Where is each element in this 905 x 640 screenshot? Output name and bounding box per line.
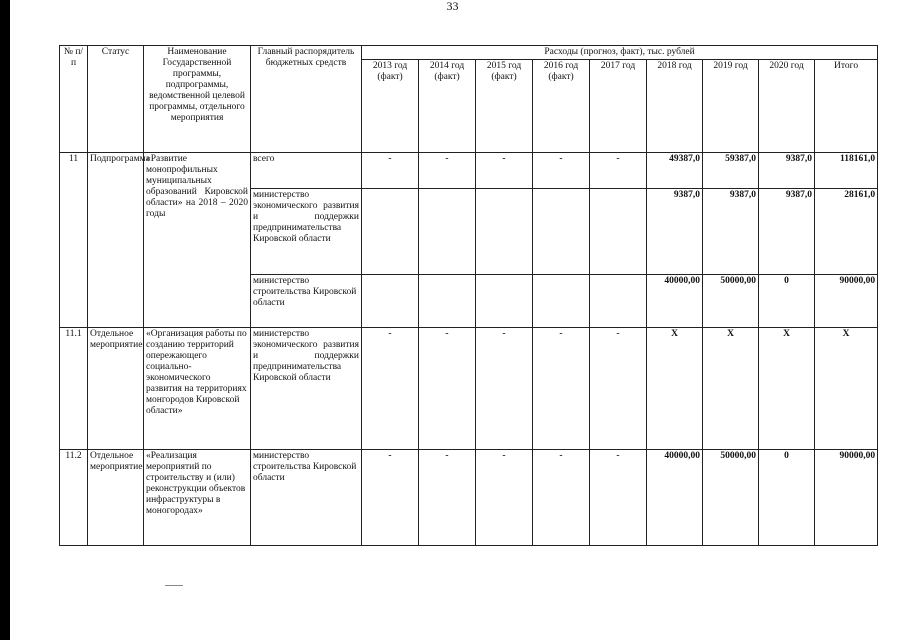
value-2016: - bbox=[533, 153, 590, 189]
value-2016 bbox=[533, 275, 590, 328]
row-number: 11.2 bbox=[60, 450, 88, 546]
header-name: Наименование Государственной программы, подпрограммы, ведомственной целевой программы, отдельного мероприятия bbox=[144, 46, 251, 153]
row-manager: министерство строительства Кировской области bbox=[251, 450, 362, 546]
row-manager: всего bbox=[251, 153, 362, 189]
header-expenses: Расходы (прогноз, факт), тыс. рублей bbox=[362, 46, 878, 60]
value-2019: 9387,0 bbox=[703, 189, 759, 275]
value-2016: - bbox=[533, 450, 590, 546]
value-total: X bbox=[815, 328, 878, 450]
value-2014: - bbox=[419, 328, 476, 450]
header-year-2019: 2019 год bbox=[703, 60, 759, 153]
value-2013 bbox=[362, 189, 419, 275]
row-status: Отдельное мероприятие bbox=[88, 450, 144, 546]
table-row bbox=[60, 328, 878, 450]
value-2020: 9387,0 bbox=[759, 153, 815, 189]
row-number: 11.1 bbox=[60, 328, 88, 450]
value-2017 bbox=[590, 189, 647, 275]
header-manager: Главный распорядитель бюджетных средств bbox=[251, 46, 362, 153]
budget-table bbox=[59, 45, 878, 546]
value-2019: 50000,00 bbox=[703, 450, 759, 546]
row-name: «Организация работы по созданию территорий опережающего социально-экономического развития на территориях монгородов Кировской области» bbox=[144, 328, 251, 450]
page-number: 33 bbox=[446, 0, 459, 13]
header-total: Итого bbox=[815, 60, 878, 153]
header-no: № п/п bbox=[60, 46, 88, 153]
value-2015 bbox=[476, 189, 533, 275]
value-2018: 40000,00 bbox=[647, 275, 703, 328]
value-2017 bbox=[590, 275, 647, 328]
scan-mark bbox=[165, 585, 183, 586]
header-year-2020: 2020 год bbox=[759, 60, 815, 153]
row-status: Отдельное мероприятие bbox=[88, 328, 144, 450]
value-2014 bbox=[419, 275, 476, 328]
header-year-2017: 2017 год bbox=[590, 60, 647, 153]
header-year-2015: 2015 год (факт) bbox=[476, 60, 533, 153]
value-total: 28161,0 bbox=[815, 189, 878, 275]
value-2016: - bbox=[533, 328, 590, 450]
value-2019: 59387,0 bbox=[703, 153, 759, 189]
value-2015 bbox=[476, 275, 533, 328]
value-2013: - bbox=[362, 450, 419, 546]
value-2013: - bbox=[362, 328, 419, 450]
value-2014 bbox=[419, 189, 476, 275]
value-2020: 0 bbox=[759, 275, 815, 328]
value-total: 90000,00 bbox=[815, 275, 878, 328]
header-year-2016: 2016 год (факт) bbox=[533, 60, 590, 153]
value-total: 90000,00 bbox=[815, 450, 878, 546]
scan-edge-bar bbox=[0, 0, 10, 640]
value-2018: 40000,00 bbox=[647, 450, 703, 546]
header-year-2018: 2018 год bbox=[647, 60, 703, 153]
table-row bbox=[60, 450, 878, 546]
value-2019: X bbox=[703, 328, 759, 450]
row-status: Подпрограмма bbox=[88, 153, 144, 328]
value-2017: - bbox=[590, 450, 647, 546]
value-2014: - bbox=[419, 153, 476, 189]
value-2015: - bbox=[476, 153, 533, 189]
row-name: «Развитие монопрофильных муниципальных образований Кировской области» на 2018 – 2020 годы bbox=[144, 153, 251, 328]
value-2020: 0 bbox=[759, 450, 815, 546]
row-number: 11 bbox=[60, 153, 88, 328]
table-header-row bbox=[60, 46, 878, 60]
header-year-2013: 2013 год (факт) bbox=[362, 60, 419, 153]
value-2013 bbox=[362, 275, 419, 328]
value-2017: - bbox=[590, 328, 647, 450]
value-2020: 9387,0 bbox=[759, 189, 815, 275]
value-2015: - bbox=[476, 450, 533, 546]
value-2019: 50000,00 bbox=[703, 275, 759, 328]
table-row bbox=[60, 153, 878, 189]
value-total: 118161,0 bbox=[815, 153, 878, 189]
row-name: «Реализация мероприятий по строительству и (или) реконструкции объектов инфраструктуры в моногородах» bbox=[144, 450, 251, 546]
header-year-2014: 2014 год (факт) bbox=[419, 60, 476, 153]
value-2017: - bbox=[590, 153, 647, 189]
value-2014: - bbox=[419, 450, 476, 546]
value-2016 bbox=[533, 189, 590, 275]
value-2020: X bbox=[759, 328, 815, 450]
value-2018: 9387,0 bbox=[647, 189, 703, 275]
row-manager: министерство экономического развития и поддержки предпринимательства Кировской области bbox=[251, 189, 362, 275]
value-2015: - bbox=[476, 328, 533, 450]
row-manager: министерство строительства Кировской области bbox=[251, 275, 362, 328]
header-status: Статус bbox=[88, 46, 144, 153]
row-manager: министерство экономического развития и поддержки предпринимательства Кировской области bbox=[251, 328, 362, 450]
value-2013: - bbox=[362, 153, 419, 189]
value-2018: X bbox=[647, 328, 703, 450]
value-2018: 49387,0 bbox=[647, 153, 703, 189]
